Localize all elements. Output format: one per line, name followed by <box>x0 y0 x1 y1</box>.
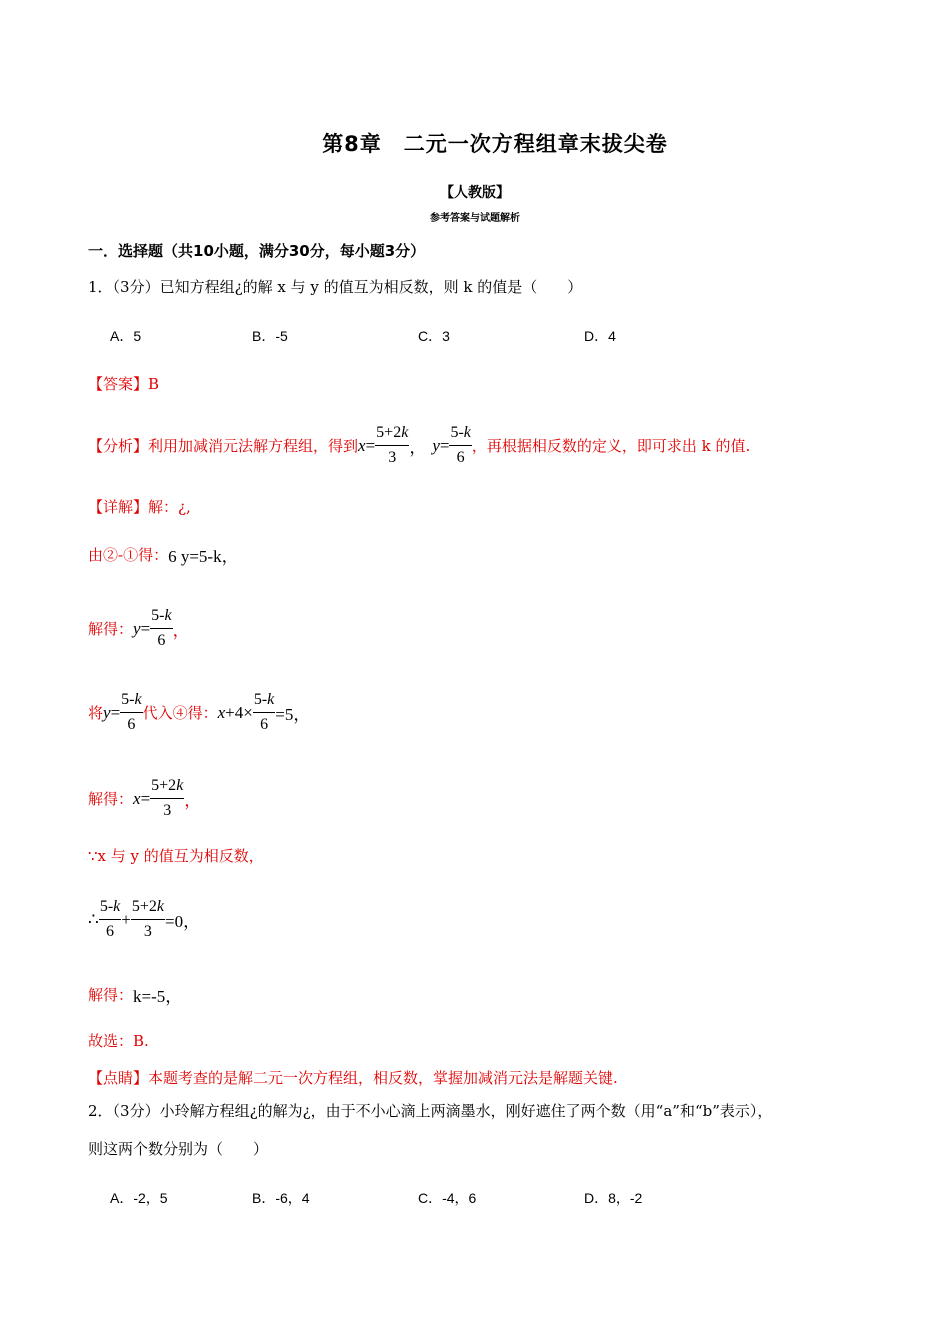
q2-option-c: C．-4，6 <box>418 1190 477 1206</box>
fraction-y: $\frac{5-k}{6}$ <box>450 424 471 466</box>
fraction-y-solve: $\frac{5-k}{6}$ <box>151 607 172 649</box>
section-heading: 一．选择题（共10小题，满分30分，每小题3分） <box>88 242 426 260</box>
review-label: 【点睛】 <box>88 1069 149 1087</box>
q1-since: ∵x 与 y 的值互为相反数， <box>88 847 264 865</box>
fraction-x-solve: $\frac{5+2k}{3}$ <box>151 777 184 819</box>
q1-stem: 1．（3分）已知方程组¿的解 x 与 y 的值互为相反数，则 k 的值是（ ） <box>88 278 583 296</box>
review-text: 本题考查的是解二元一次方程组，相反数，掌握加减消元法是解题关键. <box>148 1069 618 1087</box>
q1-step1 <box>88 542 239 567</box>
fraction-y-sub2: $\frac{5-k}{6}$ <box>253 691 275 733</box>
q1-detail <box>88 496 191 517</box>
solve-label-3: 解得： <box>88 986 134 1004</box>
page-title: 第8章 二元一次方程组章末拔尖卷 <box>322 132 668 156</box>
solve-label-2: 解得： <box>88 790 134 808</box>
q1-solve-y: 解得： y = $\frac{5-k}{6}$ ， <box>88 607 190 649</box>
q1-solve-k <box>88 982 182 1007</box>
q2-option-b: B．-6，4 <box>252 1190 310 1206</box>
analysis-text-post: ，再根据相反数的定义，即可求出 k 的值. <box>471 437 751 455</box>
q1-analysis: 【分析】 利用加减消元法解方程组，得到 x = $\frac{5+2k}{3}$ ， y = $\frac{5-k}{6}$ ，再根据相反数的定义，即可求出 k 的值. <box>88 424 751 466</box>
math-y: y <box>432 435 440 455</box>
solve-label: 解得： <box>88 620 134 638</box>
q1-review <box>88 1067 618 1088</box>
q1-therefore: ∴ $\frac{5-k}{6}$ + $\frac{5+2k}{3}$ =0， <box>88 898 201 940</box>
fraction-sum-b: $\frac{5+2k}{3}$ <box>131 898 164 940</box>
q1-option-a: A．5 <box>110 328 142 344</box>
analysis-label: 【分析】 <box>88 437 149 455</box>
q1-answer: 【答案】B <box>88 375 160 393</box>
q1-choose: 故选：B. <box>88 1032 149 1050</box>
fraction-x: $\frac{5+2k}{3}$ <box>376 424 409 466</box>
q1-option-b: B．-5 <box>252 328 288 344</box>
q1-substitute: 将 y = $\frac{5-k}{6}$ 代入④得： x +4× $\frac{5-k}{6}$ =5， <box>88 691 311 733</box>
fraction-sum-a: $\frac{5-k}{6}$ <box>99 898 121 940</box>
q1-solve-x: 解得： x = $\frac{5+2k}{3}$ ， <box>88 777 202 819</box>
step1-label: 由②-①得： <box>88 546 169 564</box>
q2-stem-line2: 则这两个数分别为（ ） <box>88 1140 269 1158</box>
subtitle: 参考答案与试题解析 <box>430 213 520 224</box>
detail-label: 【详解】 <box>88 498 149 516</box>
q1-option-c: C．3 <box>418 328 450 344</box>
analysis-text-pre: 利用加减消元法解方程组，得到 <box>148 437 359 455</box>
therefore-symbol: ∴ <box>88 909 99 929</box>
step1-math: 6 y=5-k， <box>168 547 239 566</box>
q1-option-d: D．4 <box>584 328 616 344</box>
final-math: k=-5， <box>133 987 183 1006</box>
q2-option-d: D．8，-2 <box>584 1190 643 1206</box>
math-x: x <box>358 435 366 455</box>
sub-label: 将 <box>88 704 104 722</box>
detail-text: 解：¿, <box>148 498 191 516</box>
fraction-y-sub: $\frac{5-k}{6}$ <box>121 691 142 733</box>
q2-option-a: A．-2，5 <box>110 1190 168 1206</box>
q2-stem-line1: 2．（3分）小玲解方程组¿的解为¿，由于不小心滴上两滴墨水，刚好遮住了两个数（用“a”和“b”表示）， <box>88 1102 773 1120</box>
sub-mid: 代入④得： <box>142 704 218 722</box>
edition-label: 【人教版】 <box>440 185 510 201</box>
